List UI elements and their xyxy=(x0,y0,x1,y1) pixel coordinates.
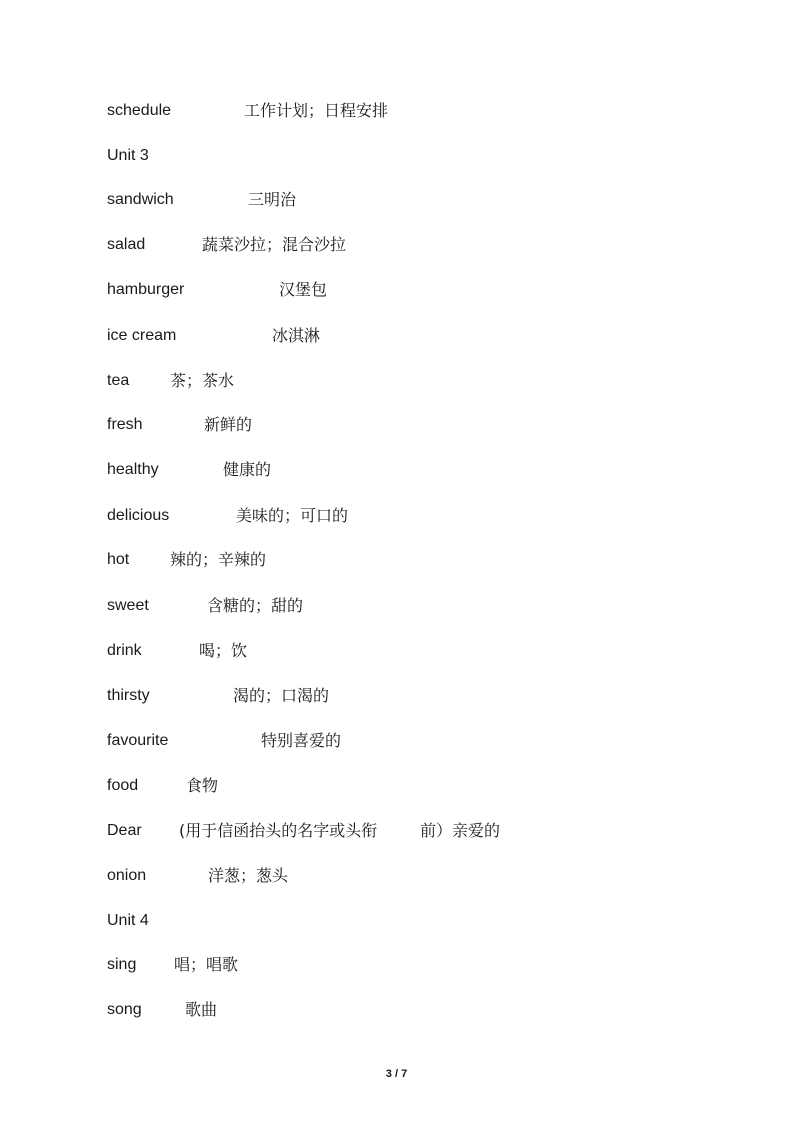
unit-heading-4: Unit 4 xyxy=(107,912,149,929)
chinese-meaning: 工作计划；日程安排 xyxy=(244,101,389,120)
chinese-meaning-continued: 前）亲爱的 xyxy=(420,821,501,840)
chinese-meaning: 歌曲 xyxy=(185,1000,218,1019)
vocab-entry-delicious xyxy=(107,505,707,535)
vocab-entry-sweet xyxy=(107,595,707,625)
chinese-meaning: 辣的；辛辣的 xyxy=(170,550,267,569)
chinese-meaning: 渴的；口渴的 xyxy=(233,686,330,705)
chinese-meaning: 三明治 xyxy=(248,190,297,209)
vocab-entry-thirsty xyxy=(107,685,707,715)
vocab-entry-healthy xyxy=(107,459,707,489)
english-word: thirsty xyxy=(107,687,150,704)
chinese-meaning: 唱；唱歌 xyxy=(174,955,239,974)
page-number: 3 / 7 xyxy=(385,1068,408,1080)
english-word: fresh xyxy=(107,416,143,433)
vocab-entry-hamburger xyxy=(107,279,707,309)
vocab-entry-food xyxy=(107,775,707,805)
chinese-meaning: 洋葱；葱头 xyxy=(208,866,289,885)
chinese-meaning: (用于信函抬头的名字或头衔 xyxy=(179,821,378,840)
english-word: salad xyxy=(107,236,146,253)
english-word: tea xyxy=(107,372,130,389)
chinese-meaning: 健康的 xyxy=(223,460,272,479)
vocab-entry-salad xyxy=(107,234,707,264)
vocab-entry-schedule xyxy=(107,100,707,130)
chinese-meaning: 茶；茶水 xyxy=(170,371,235,390)
vocab-entry-song xyxy=(107,999,707,1029)
chinese-meaning: 汉堡包 xyxy=(279,280,328,299)
vocab-entry-ice-cream xyxy=(107,325,707,355)
english-word: hot xyxy=(107,551,130,568)
vocab-entry-hot xyxy=(107,549,707,579)
chinese-meaning: 含糖的；甜的 xyxy=(207,596,304,615)
vocab-entry-favourite xyxy=(107,730,707,760)
english-word: sweet xyxy=(107,597,149,614)
english-word: food xyxy=(107,777,139,794)
english-word: Dear xyxy=(107,822,142,839)
chinese-meaning: 蔬菜沙拉；混合沙拉 xyxy=(202,235,347,254)
chinese-meaning: 美味的；可口的 xyxy=(236,506,349,525)
chinese-meaning: 食物 xyxy=(186,776,219,795)
english-word: healthy xyxy=(107,461,159,478)
english-word: sing xyxy=(107,956,137,973)
chinese-meaning: 冰淇淋 xyxy=(272,326,321,345)
english-word: favourite xyxy=(107,732,169,749)
english-word: sandwich xyxy=(107,191,174,208)
english-word: schedule xyxy=(107,102,172,119)
english-word: song xyxy=(107,1001,142,1018)
vocab-entry-dear xyxy=(107,820,707,850)
english-word: delicious xyxy=(107,507,170,524)
unit-heading-3: Unit 3 xyxy=(107,147,149,164)
chinese-meaning: 特别喜爱的 xyxy=(261,731,342,750)
vocab-entry-sandwich xyxy=(107,189,707,219)
english-word: hamburger xyxy=(107,281,185,298)
english-word: onion xyxy=(107,867,147,884)
vocab-entry-onion xyxy=(107,865,707,895)
english-word: drink xyxy=(107,642,142,659)
chinese-meaning: 喝；饮 xyxy=(199,641,248,660)
vocab-entry-tea xyxy=(107,370,707,400)
vocab-entry-sing xyxy=(107,954,707,984)
vocab-entry-fresh xyxy=(107,414,707,444)
chinese-meaning: 新鲜的 xyxy=(204,415,253,434)
english-word: ice cream xyxy=(107,327,177,344)
vocab-entry-drink xyxy=(107,640,707,670)
